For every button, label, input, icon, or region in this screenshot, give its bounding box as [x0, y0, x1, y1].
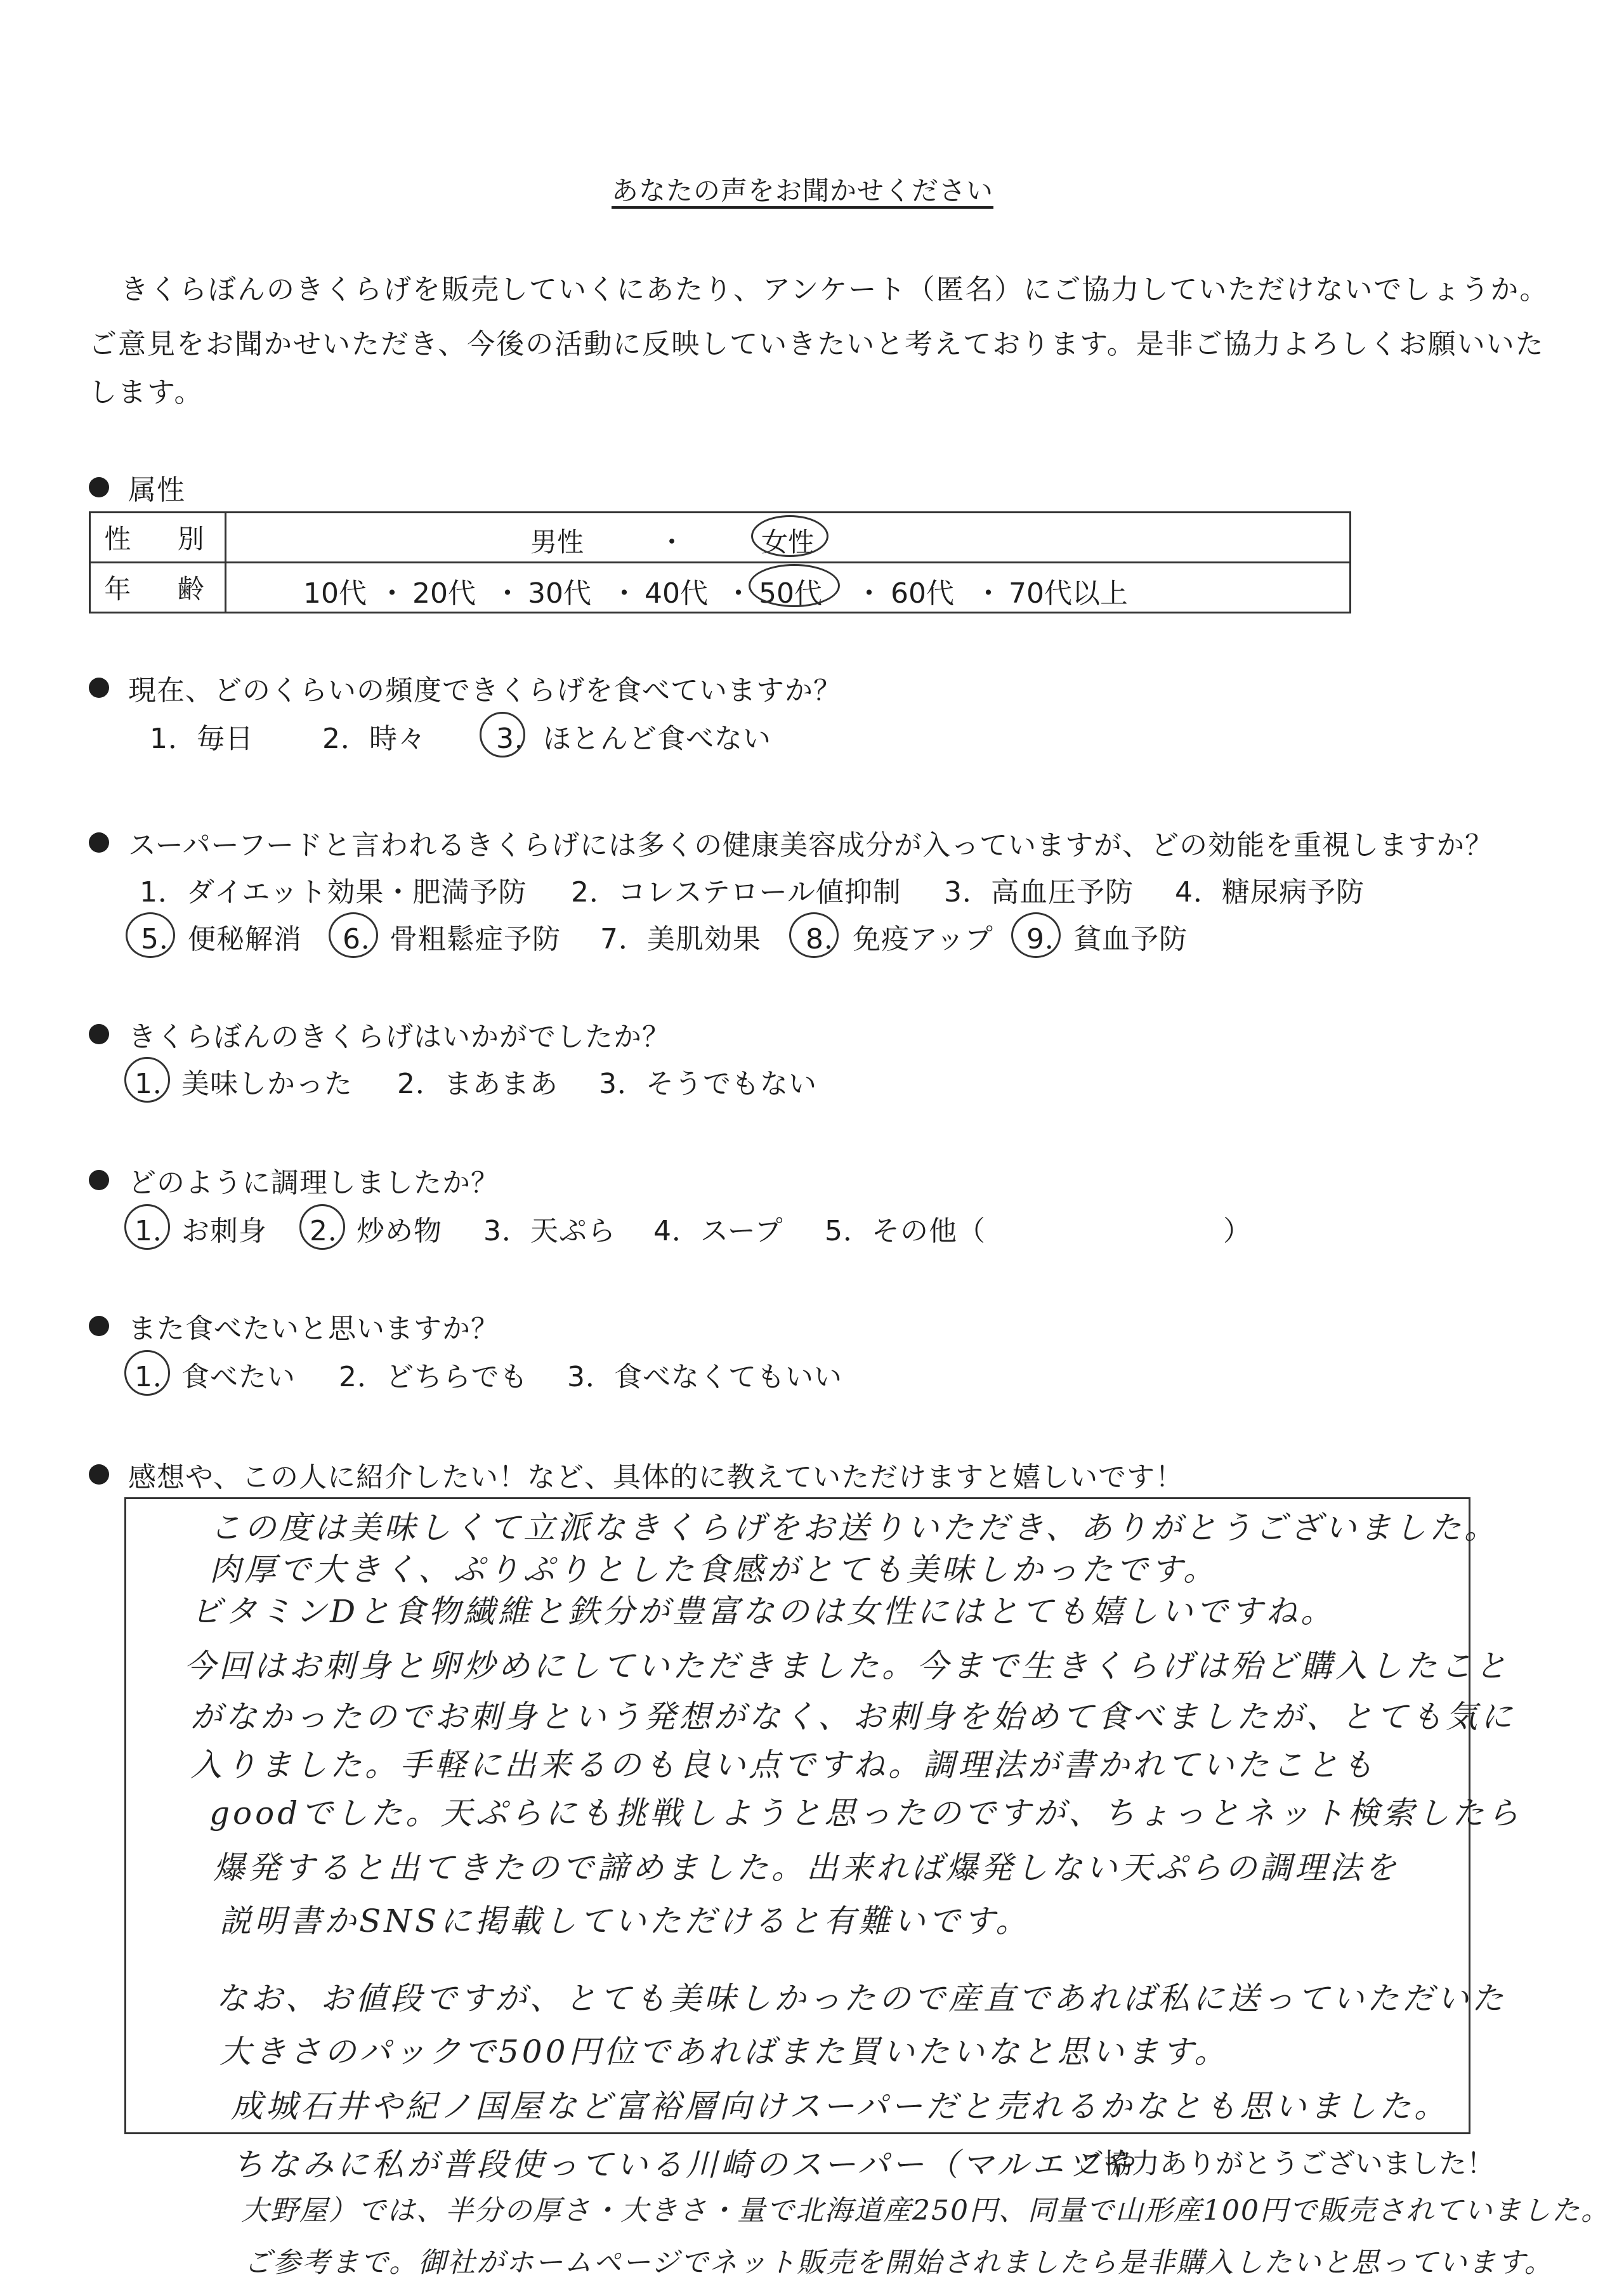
- q4-option-5[interactable]: 5．その他（: [825, 1215, 986, 1247]
- q6-question: 感想や、この人に紹介したい！など、具体的に教えていただけますと嬉しいです！: [128, 1461, 1184, 1493]
- separator: ・: [855, 577, 883, 610]
- q4-option-5-close-paren: ）: [1223, 1215, 1252, 1247]
- q5-option-1[interactable]: 1．食べたい: [134, 1361, 296, 1393]
- q2-option-5[interactable]: 5．便秘解消: [141, 923, 302, 955]
- age-option-10s[interactable]: 10代: [303, 577, 367, 610]
- q3-heading: [89, 1014, 671, 1054]
- handwritten-line-14: 大野屋）では、半分の厚さ・大きさ・量で北海道産250円、同量で山形産100円で販売されていました。: [241, 2194, 1610, 2227]
- q3-option-1[interactable]: 1．美味しかった: [134, 1068, 353, 1100]
- q3-question: きくらぼんのきくらげはいかがでしたか？: [128, 1021, 671, 1053]
- q1-option-3[interactable]: 3．ほとんど食べない: [496, 723, 771, 755]
- q2-heading: [89, 822, 1493, 863]
- q1-heading: [89, 667, 842, 708]
- q4-question: どのように調理しましたか？: [128, 1167, 499, 1199]
- selection-circle: [329, 912, 378, 958]
- bullet-icon: [89, 678, 109, 698]
- selection-circle: [1011, 912, 1061, 958]
- bullet-icon: [89, 1024, 109, 1044]
- q2-option-8[interactable]: 8．免疫アップ: [806, 923, 993, 955]
- selection-circle: [299, 1204, 345, 1250]
- handwritten-line-15: ご参考まで。御社がホームページでネット販売を開始されましたら是非購入したいと思っています。: [244, 2247, 1554, 2279]
- selection-circle: [124, 1204, 170, 1250]
- separator: ・: [974, 577, 1002, 610]
- age-option-70s-plus[interactable]: 70代以上: [1009, 577, 1128, 610]
- q2-option-6[interactable]: 6．骨粗鬆症予防: [343, 923, 561, 955]
- handwritten-line-5: がなかったのでお刺身という発想がなく、お刺身を始めて食べましたが、とても気に: [190, 1698, 1516, 1735]
- selection-circle: [789, 912, 839, 958]
- q2-option-7[interactable]: 7．美肌効果: [600, 923, 761, 955]
- q2-option-9[interactable]: 9．貧血予防: [1026, 923, 1188, 955]
- q4-option-2[interactable]: 2．炒め物: [310, 1215, 442, 1247]
- attributes-table: [89, 511, 1351, 613]
- q4-option-4[interactable]: 4．スープ: [653, 1215, 783, 1247]
- thanks-message: ご協力ありがとうございました！: [1076, 2148, 1495, 2180]
- survey-title-text: あなたの声をお聞かせください: [611, 175, 993, 206]
- survey-title: [0, 170, 1605, 208]
- selection-circle: [751, 515, 828, 557]
- q6-heading: [89, 1454, 1184, 1495]
- gender-option-female[interactable]: 女性: [761, 527, 815, 558]
- selection-circle: [126, 912, 175, 958]
- age-option-40s[interactable]: 40代: [645, 577, 708, 610]
- q3-option-2[interactable]: 2．まあまあ: [397, 1068, 558, 1100]
- q2-option-2[interactable]: 2．コレステロール値抑制: [571, 876, 901, 909]
- attributes-heading-text: 属性: [128, 474, 185, 506]
- q1-options: [0, 716, 1624, 754]
- handwritten-line-10: なお、お値段ですが、とても美味しかったので産直であれば私に送っていただいた: [216, 1980, 1507, 2017]
- separator: ・: [724, 577, 752, 610]
- handwritten-line-9: 説明書かSNSに掲載していただけると有難いです。: [219, 1903, 1031, 1939]
- q1-question: 現在、どのくらいの頻度できくらげを食べていますか？: [128, 674, 842, 707]
- separator: ・: [494, 577, 521, 610]
- age-label: 年 齢: [90, 563, 226, 613]
- handwritten-line-11: 大きさのパックで500円位であればまた買いたいなと思います。: [219, 2033, 1229, 2070]
- q4-option-1[interactable]: 1．お刺身: [134, 1215, 267, 1247]
- q4-option-3[interactable]: 3．天ぷら: [483, 1215, 616, 1247]
- q1-option-2[interactable]: 2．時々: [322, 723, 426, 755]
- selection-circle: [749, 564, 840, 607]
- intro-line-3: します。: [89, 376, 204, 409]
- handwritten-line-8: 爆発すると出てきたので諦めました。出来れば爆発しない天ぷらの調理法を: [213, 1849, 1399, 1886]
- gender-label: 性 別: [90, 513, 226, 563]
- handwritten-line-7: goodでした。天ぷらにも挑戦しようと思ったのですが、ちょっとネット検索したら: [209, 1795, 1522, 1832]
- age-option-30s[interactable]: 30代: [528, 577, 591, 610]
- age-option-20s[interactable]: 20代: [412, 577, 476, 610]
- bullet-icon: [89, 1464, 109, 1485]
- q4-heading: [89, 1160, 499, 1200]
- bullet-icon: [89, 477, 109, 497]
- separator: ・: [610, 577, 638, 610]
- q4-options: [0, 1208, 1624, 1246]
- q2-option-3[interactable]: 3．高血圧予防: [944, 876, 1134, 909]
- q2-options-row-1: [0, 869, 1624, 907]
- q5-option-2[interactable]: 2．どちらでも: [339, 1361, 528, 1393]
- q3-option-3[interactable]: 3．そうでもない: [599, 1068, 817, 1100]
- attributes-heading: [89, 467, 185, 508]
- age-option-50s[interactable]: 50代: [759, 577, 822, 610]
- q3-options: [0, 1061, 1624, 1099]
- handwritten-line-13: ちなみに私が普段使っている川崎のスーパー（マルエツや: [232, 2146, 1136, 2183]
- q2-option-1[interactable]: 1．ダイエット効果・肥満予防: [140, 876, 527, 909]
- intro-line-1: きくらぼんのきくらげを販売していくにあたり、アンケート（匿名）にご協力していただけないでしょうか。: [121, 273, 1549, 306]
- q5-heading: [89, 1306, 499, 1346]
- separator: ・: [378, 577, 406, 610]
- bullet-icon: [89, 832, 109, 853]
- gender-options: [226, 513, 1351, 563]
- q2-option-4[interactable]: 4．糖尿病予防: [1175, 876, 1365, 909]
- intro-line-2: ご意見をお聞かせいただき、今後の活動に反映していきたいと考えております。是非ご協力よろしくお願いいた: [89, 328, 1545, 360]
- selection-circle: [124, 1350, 170, 1396]
- handwritten-line-3: ビタミンDと食物繊維と鉄分が豊富なのは女性にはとても嬉しいですね。: [190, 1593, 1336, 1630]
- selection-circle: [480, 712, 525, 758]
- age-options: [226, 563, 1351, 613]
- handwritten-line-1: この度は美味しくて立派なきくらげをお送りいただき、ありがとうございました。: [209, 1509, 1499, 1546]
- q5-question: また食べたいと思いますか？: [128, 1313, 499, 1345]
- q1-option-1[interactable]: 1．毎日: [150, 723, 254, 755]
- bullet-icon: [89, 1170, 109, 1190]
- q2-options-row-2: [0, 916, 1624, 954]
- age-option-60s[interactable]: 60代: [891, 577, 954, 610]
- q5-option-3[interactable]: 3．食べなくてもいい: [567, 1361, 842, 1393]
- q2-question: スーパーフードと言われるきくらげには多くの健康美容成分が入っていますが、どの効能を重視しますか？: [128, 829, 1494, 862]
- handwritten-line-4: 今回はお刺身と卵炒めにしていただきました。今まで生きくらげは殆ど購入したこと: [184, 1648, 1510, 1684]
- q5-options: [0, 1354, 1624, 1392]
- handwritten-line-12: 成城石井や紀ノ国屋など富裕層向けスーパーだと売れるかなとも思いました。: [231, 2088, 1449, 2125]
- handwritten-line-2: 肉厚で大きく、ぷりぷりとした食感がとても美味しかったです。: [209, 1551, 1218, 1588]
- separator: ・: [658, 527, 686, 558]
- gender-option-male[interactable]: 男性: [530, 527, 584, 558]
- selection-circle: [124, 1057, 170, 1103]
- bullet-icon: [89, 1316, 109, 1336]
- handwritten-line-6: 入りました。手軽に出来るのも良い点ですね。調理法が書かれていたことも: [190, 1747, 1377, 1783]
